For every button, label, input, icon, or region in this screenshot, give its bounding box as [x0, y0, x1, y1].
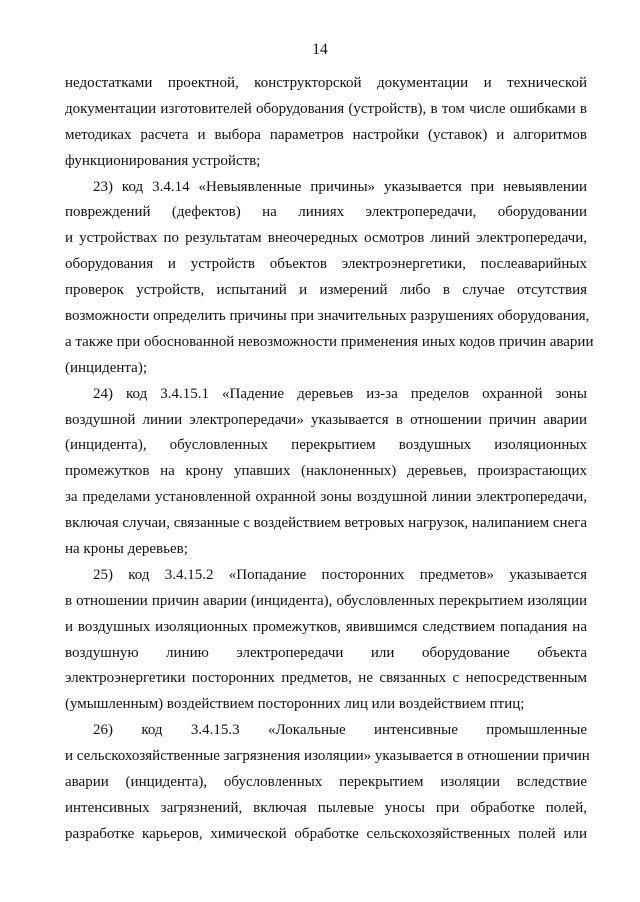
text-line: функционирования устройств; — [65, 152, 261, 169]
text-line: возможности определить причины при значительных разрушениях оборудования, — [65, 308, 590, 325]
text-line: разработке карьеров, химической обработке сельскохозяйственных полей или — [65, 825, 587, 842]
text-line: за пределами установленной охранной зоны воздушной линии электропередачи, — [65, 489, 587, 506]
text-line: (инцидента); — [65, 359, 147, 376]
text-line: воздушной линии электропередачи» указывается в отношении причин аварии — [65, 411, 587, 428]
text-line: а также при обоснованной невозможности применения иных кодов причин аварии — [65, 333, 594, 350]
text-line: аварии (инцидента), обусловленных перекрытием изоляции вследствие — [65, 774, 587, 791]
text-line: оборудования и устройств объектов электроэнергетики, послеаварийных — [65, 256, 587, 273]
text-line: документации изготовителей оборудования (устройств), в том числе ошибками в — [65, 100, 587, 117]
text-line: воздушную линию электропередачи или оборудование объекта — [65, 644, 587, 661]
text-line: промежутков на крону упавших (наклоненных) деревьев, произрастающих — [65, 463, 587, 480]
text-line: на кроны деревьев; — [65, 541, 188, 558]
text-line: повреждений (дефектов) на линиях электропередачи, оборудовании — [65, 204, 587, 221]
text-line: (умышленным) воздействием посторонних лиц или воздействием птиц; — [65, 696, 525, 713]
text-line: и устройствах по результатам внеочередных осмотров линий электропередачи, — [65, 230, 587, 247]
text-line: 23) код 3.4.14 «Невыявленные причины» указывается при невыявлении — [93, 178, 587, 195]
text-line: 25) код 3.4.15.2 «Попадание посторонних предметов» указывается — [93, 566, 587, 583]
text-line: электроэнергетики посторонних предметов, не связанных с непосредственным — [65, 670, 587, 687]
text-line: и сельскохозяйственные загрязнения изоляции» указывается в отношении причин — [65, 748, 590, 765]
text-line: 26) код 3.4.15.3 «Локальные интенсивные промышленные — [93, 722, 587, 739]
text-line: интенсивных загрязнений, включая пылевые уносы при обработке полей, — [65, 799, 587, 816]
text-line: методиках расчета и выбора параметров настройки (уставок) и алгоритмов — [65, 126, 587, 143]
text-line: недостатками проектной, конструкторской документации и технической — [65, 75, 587, 91]
document-body — [65, 71, 594, 848]
text-line: в отношении причин аварии (инцидента), обусловленных перекрытием изоляции — [65, 592, 587, 609]
text-line: и воздушных изоляционных промежутков, явившимся следствием попадания на — [65, 618, 587, 635]
page-number: 14 — [312, 41, 328, 58]
text-line: проверок устройств, испытаний и измерений либо в случае отсутствия — [65, 282, 587, 299]
text-line: включая случаи, связанные с воздействием ветровых нагрузок, налипанием снега — [65, 515, 588, 532]
text-line: 24) код 3.4.15.1 «Падение деревьев из-за пределов охранной зоны — [93, 385, 587, 402]
text-line: (инцидента), обусловленных перекрытием воздушных изоляционных — [65, 437, 587, 454]
